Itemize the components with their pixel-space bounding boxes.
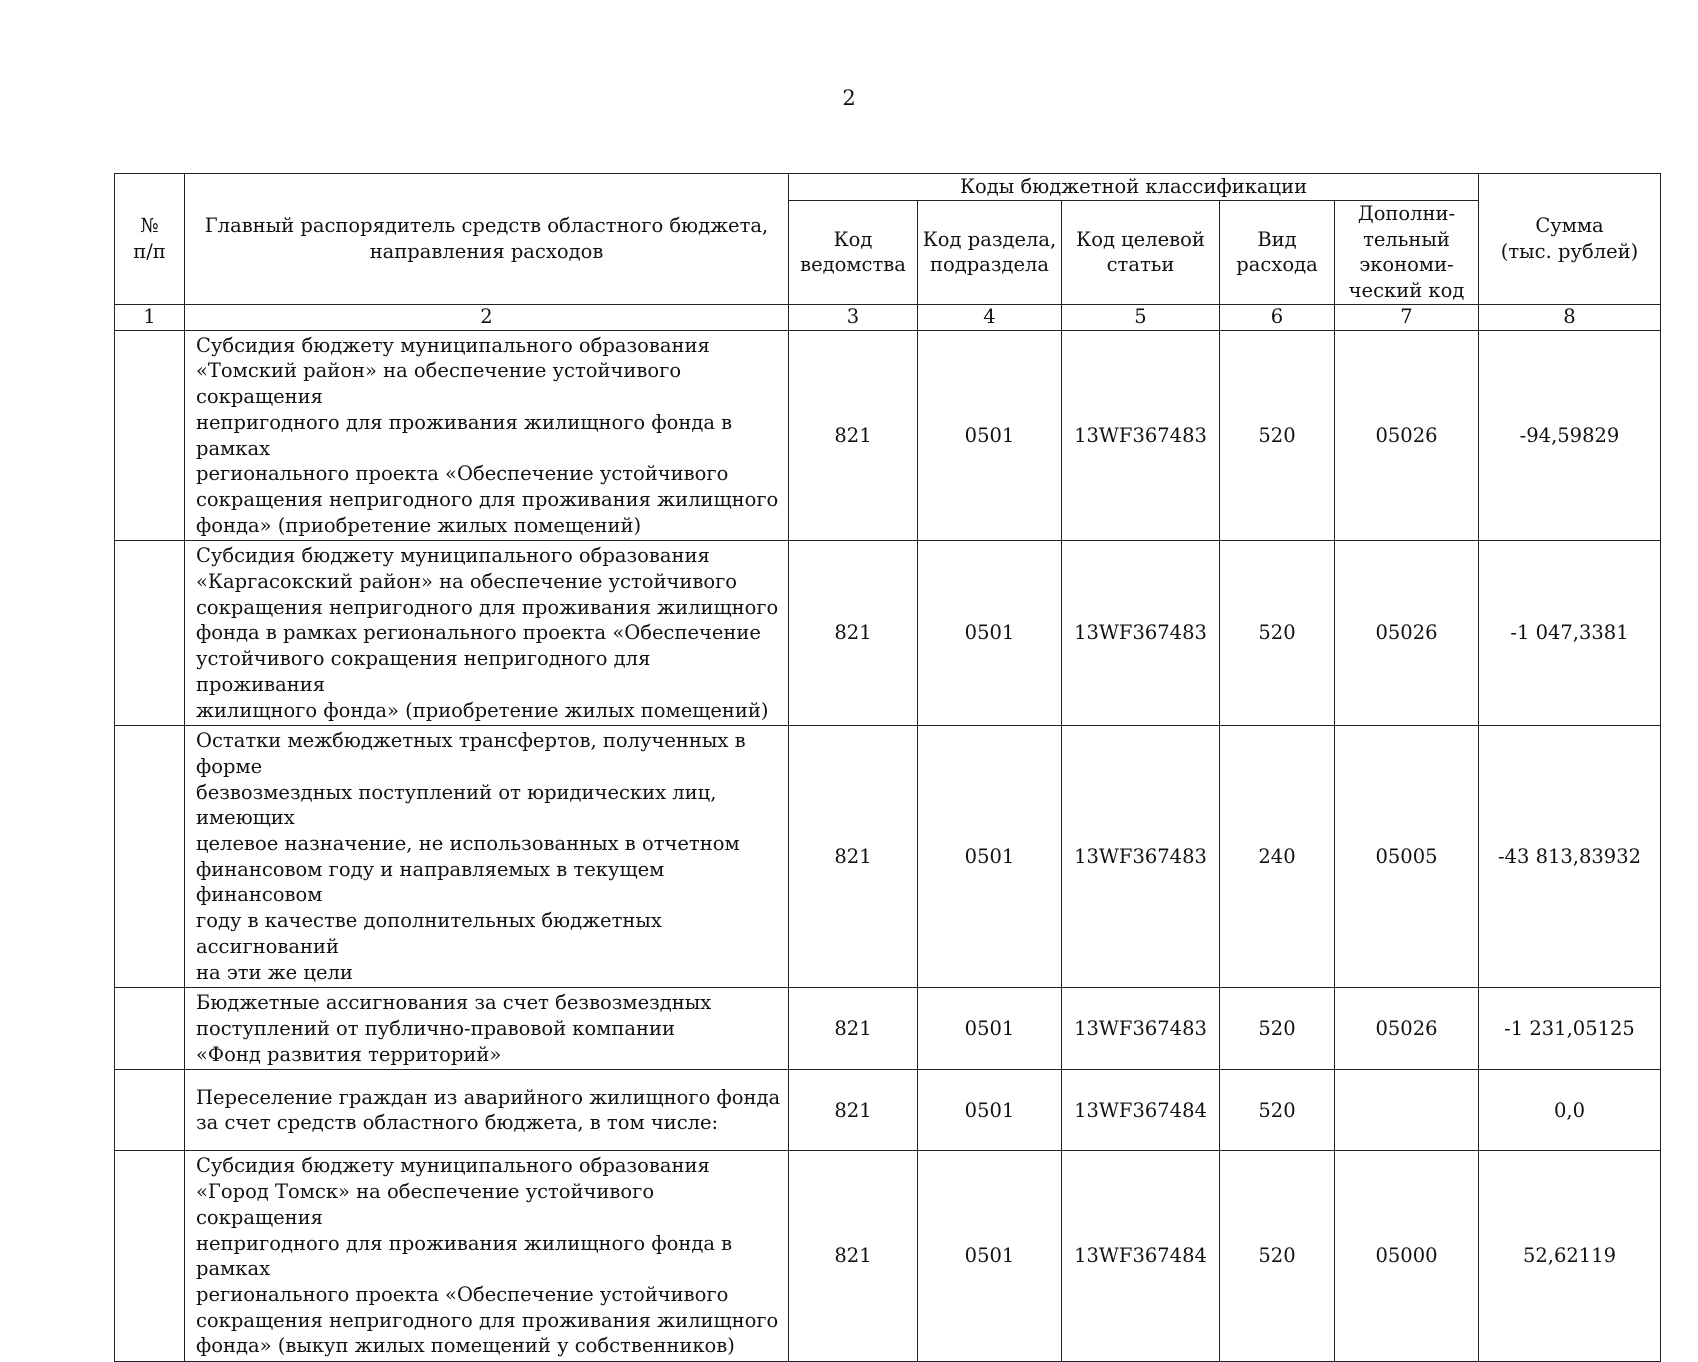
header-codes-group: Коды бюджетной классификации [789,174,1479,201]
table-row [115,1070,1661,1151]
col-number-1: 1 [115,304,185,330]
header-sum: Сумма (тыс. рублей) [1479,174,1661,305]
row-extra-code: 05000 [1335,1151,1479,1362]
header-main: Главный распорядитель средств областного бюджета, направления расходов [185,174,789,305]
row-description: Остатки межбюджетных трансфертов, полученных в форме безвозмездных поступлений от юридических лиц, имеющих целевое назначение, не использованных в отчетном финансовом году и направляемых в текущем финансовом году в качестве дополнительных бюджетных ассигнований на эти же цели [185,726,789,988]
row-expense-type: 520 [1220,1151,1335,1362]
row-num-cell [115,726,185,988]
row-extra-code: 05005 [1335,726,1479,988]
row-extra-code: 05026 [1335,988,1479,1070]
header-dept-code: Код ведомства [789,200,918,304]
row-section-code: 0501 [918,1070,1062,1151]
budget-table [114,173,1661,1362]
header-section-code: Код раздела, подраздела [918,200,1062,304]
table-row [115,726,1661,988]
header-extra-code: Дополни- тельный экономи- ческий код [1335,200,1479,304]
col-number-2: 2 [185,304,789,330]
row-num-cell [115,1151,185,1362]
row-description: Субсидия бюджету муниципального образования «Томский район» на обеспечение устойчивого сокращения непригодного для проживания жилищного фонда в рамках регионального проекта «Обеспечение устойчивого сокращения непригодного для проживания жилищного фонда» (приобретение жилых помещений) [185,330,789,541]
row-dept-code: 821 [789,1151,918,1362]
col-number-8: 8 [1479,304,1661,330]
col-number-4: 4 [918,304,1062,330]
row-sum: 52,62119 [1479,1151,1661,1362]
row-extra-code: 05026 [1335,330,1479,541]
row-target-code: 13WF367484 [1062,1151,1220,1362]
row-section-code: 0501 [918,1151,1062,1362]
row-dept-code: 821 [789,1070,918,1151]
row-dept-code: 821 [789,988,918,1070]
row-sum: -94,59829 [1479,330,1661,541]
row-expense-type: 520 [1220,988,1335,1070]
row-target-code: 13WF367483 [1062,988,1220,1070]
row-target-code: 13WF367483 [1062,330,1220,541]
row-sum: -1 231,05125 [1479,988,1661,1070]
row-section-code: 0501 [918,988,1062,1070]
header-target-code: Код целевой статьи [1062,200,1220,304]
header-expense-type: Вид расхода [1220,200,1335,304]
page-number: 2 [842,86,856,110]
row-extra-code: 05026 [1335,541,1479,726]
row-sum: -1 047,3381 [1479,541,1661,726]
row-num-cell [115,1070,185,1151]
row-expense-type: 520 [1220,541,1335,726]
row-target-code: 13WF367484 [1062,1070,1220,1151]
row-description: Субсидия бюджету муниципального образования «Каргасокский район» на обеспечение устойчивого сокращения непригодного для проживания жилищного фонда в рамках регионального проекта «Обеспечение устойчивого сокращения непригодного для проживания жилищного фонда» (приобретение жилых помещений) [185,541,789,726]
row-target-code: 13WF367483 [1062,541,1220,726]
row-expense-type: 520 [1220,1070,1335,1151]
row-num-cell [115,988,185,1070]
row-extra-code [1335,1070,1479,1151]
col-number-3: 3 [789,304,918,330]
row-description: Переселение граждан из аварийного жилищного фонда за счет средств областного бюджета, в том числе: [185,1070,789,1151]
row-section-code: 0501 [918,541,1062,726]
header-num: № п/п [115,174,185,305]
row-sum: 0,0 [1479,1070,1661,1151]
row-dept-code: 821 [789,541,918,726]
table-row [115,988,1661,1070]
col-number-5: 5 [1062,304,1220,330]
row-expense-type: 240 [1220,726,1335,988]
table-row [115,330,1661,541]
row-section-code: 0501 [918,726,1062,988]
table-row [115,541,1661,726]
row-description: Бюджетные ассигнования за счет безвозмездных поступлений от публично-правовой компании «Фонд развития территорий» [185,988,789,1070]
row-expense-type: 520 [1220,330,1335,541]
row-num-cell [115,330,185,541]
row-num-cell [115,541,185,726]
col-number-7: 7 [1335,304,1479,330]
row-dept-code: 821 [789,726,918,988]
col-number-6: 6 [1220,304,1335,330]
row-dept-code: 821 [789,330,918,541]
row-description: Субсидия бюджету муниципального образования «Город Томск» на обеспечение устойчивого сокращения непригодного для проживания жилищного фонда в рамках регионального проекта «Обеспечение устойчивого сокращения непригодного для проживания жилищного фонда» (выкуп жилых помещений у собственников) [185,1151,789,1362]
row-sum: -43 813,83932 [1479,726,1661,988]
row-target-code: 13WF367483 [1062,726,1220,988]
table-row [115,1151,1661,1362]
row-section-code: 0501 [918,330,1062,541]
